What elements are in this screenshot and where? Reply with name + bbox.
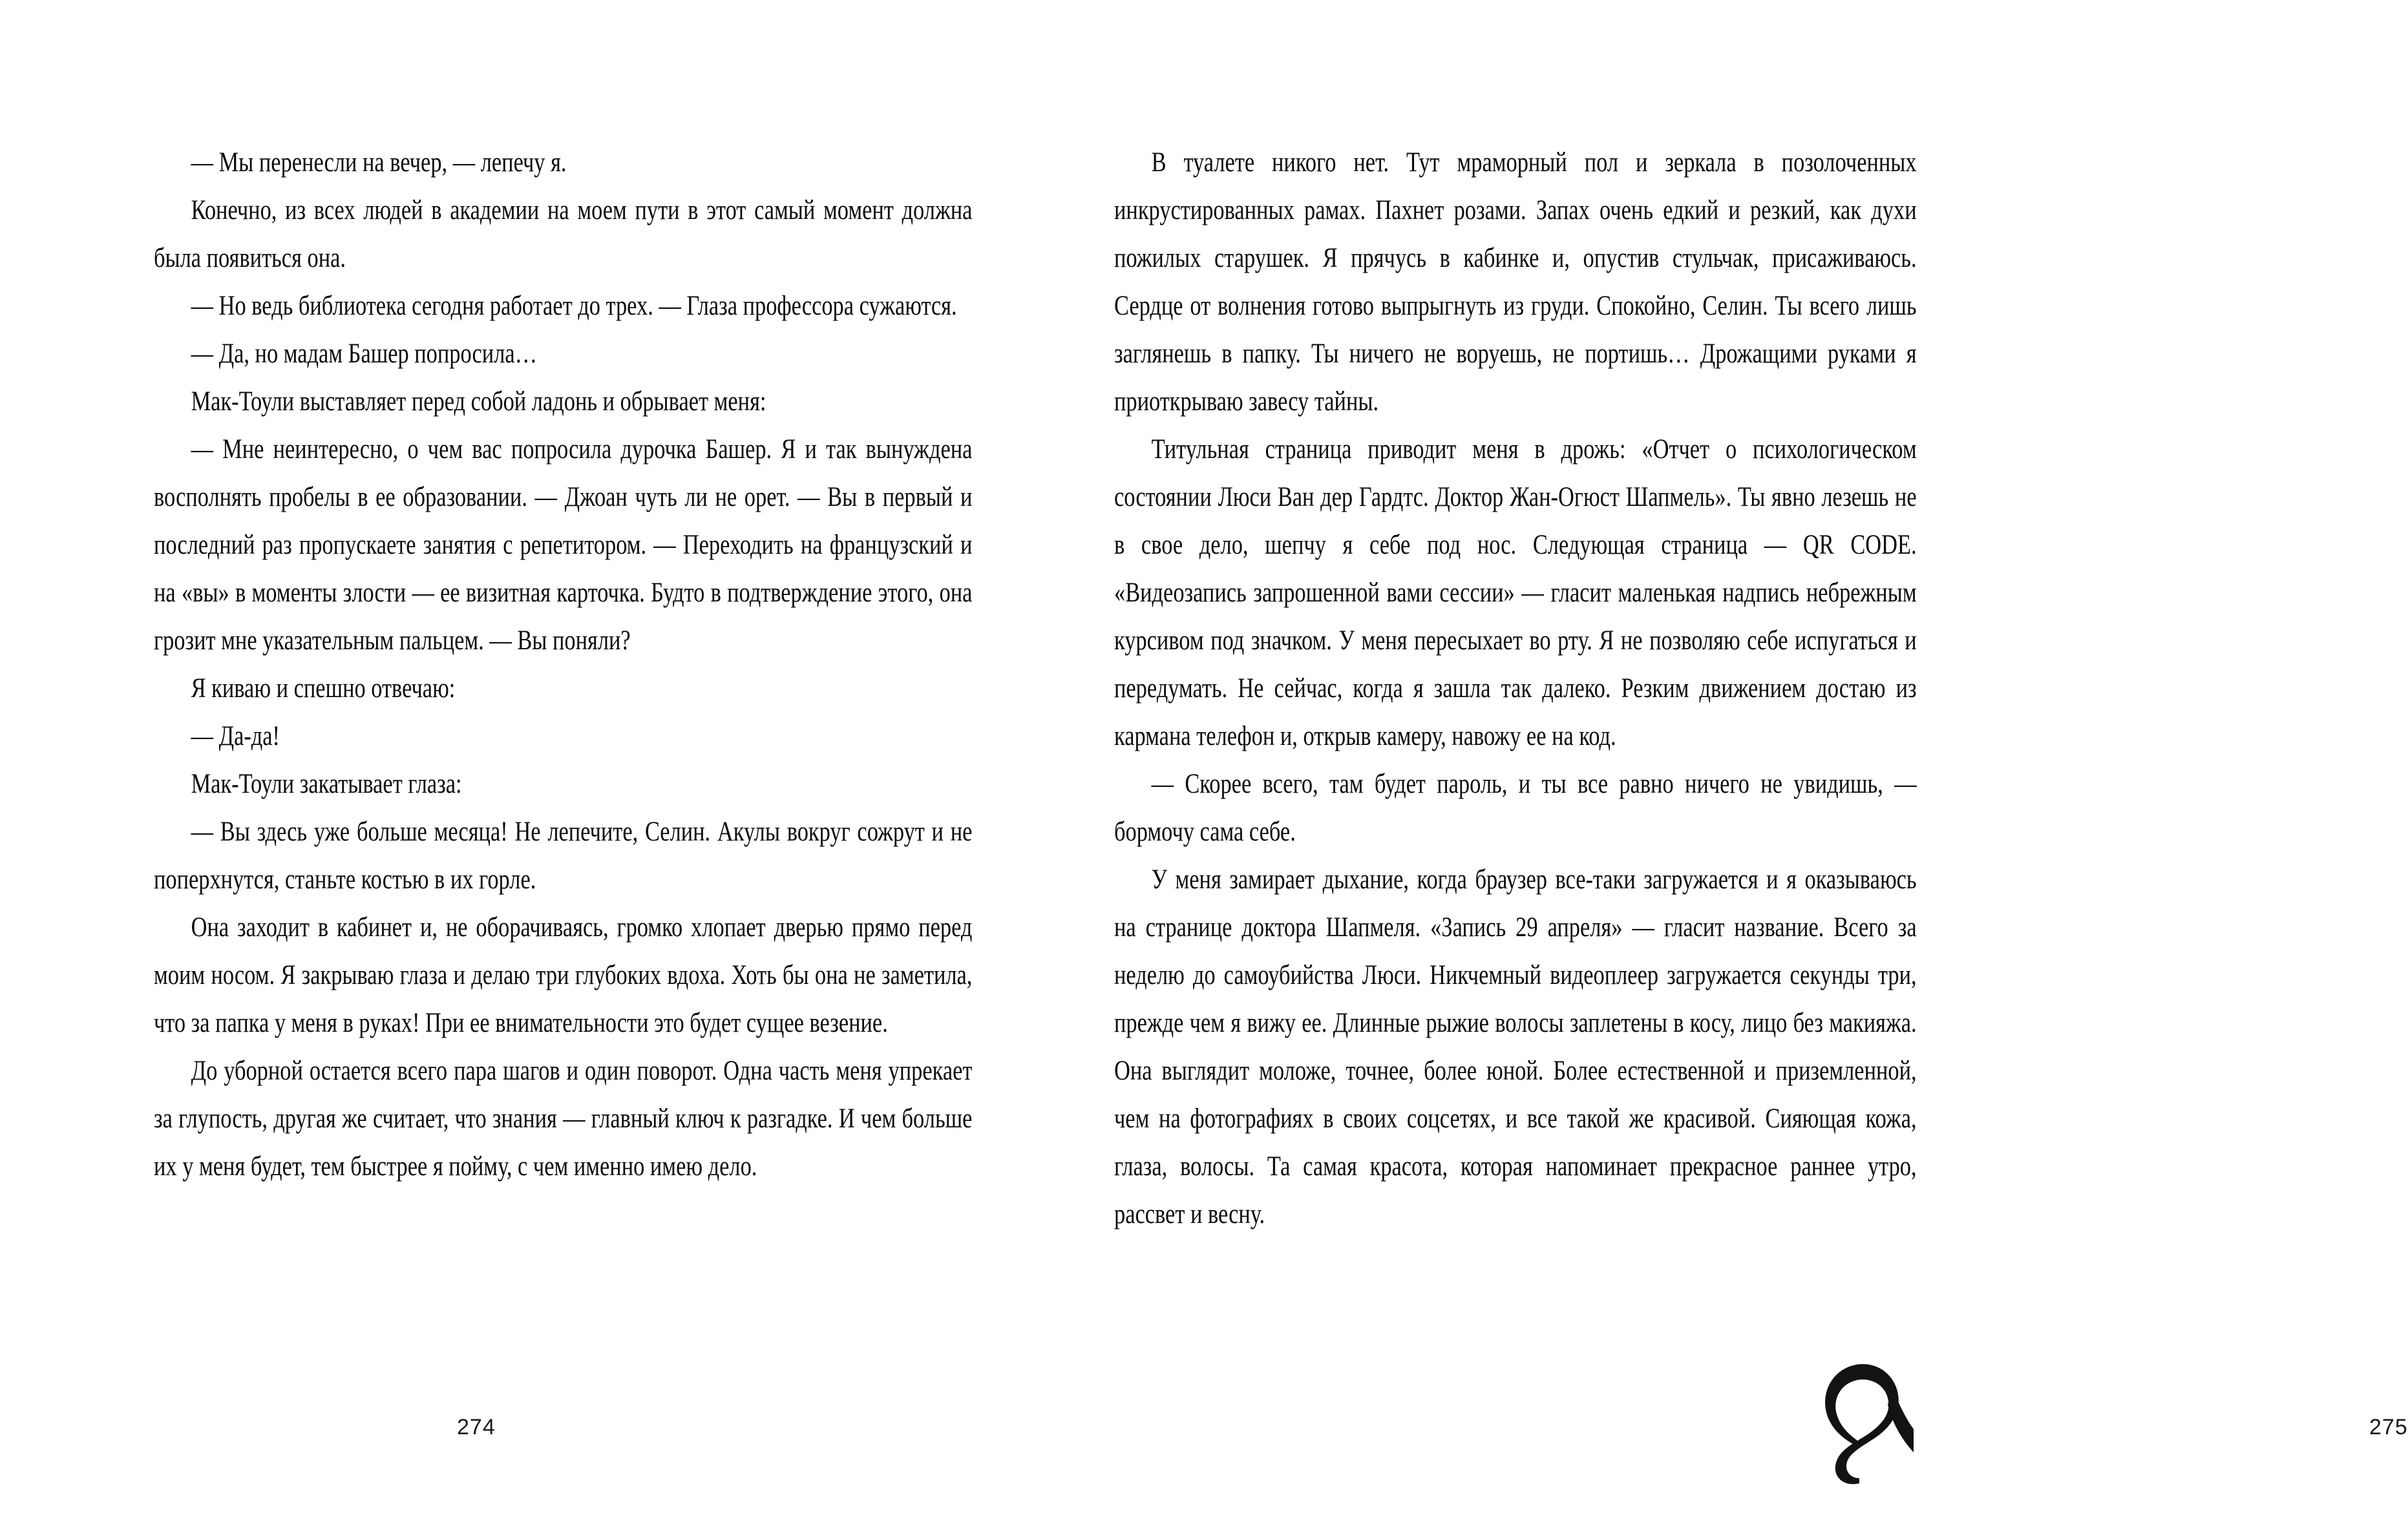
paragraph: Я киваю и спешно отвечаю:: [191, 673, 456, 704]
calligraphic-swash-ornament: [1797, 1314, 1914, 1508]
page-number-right: 275: [2369, 1415, 2408, 1439]
paragraph: До уборной остается всего пара шагов и один поворот. Одна часть меня упрекает за глупость, другая же считает, что знания — главный ключ к разгадке. И чем больше их у меня будет, тем быстрее я пойму, с чем именно имею дело.: [154, 1056, 973, 1182]
paragraph: — Мне неинтересно, о чем вас попросила дурочка Башер. Я и так вынуждена восполнять пробелы в ее образовании. — Джоан чуть ли не орет. — Вы в первый и последний раз пропускаете занятия с репетитором. — Переходить на французский и на «вы» в моменты злости — ее визитная карточка. Будто в подтверждение этого, она грозит мне указательным пальцем. — Вы поняли?: [154, 434, 973, 656]
paragraph: — Мы перенесли на вечер, — лепечу я.: [191, 147, 567, 178]
paragraph: — Скорее всего, там будет пароль, и ты все равно ничего не увидишь, — бормочу сама себе.: [1114, 769, 1917, 847]
paragraph: Титульная страница приводит меня в дрожь: «Отчет о психологическом состоянии Люси Ван дер Гардтс. Доктор Жан-Огюст Шапмель». Ты явно лезешь не в свое дело, шепчу я себе под нос. Следующая страница — QR CODE. «Видеозапись запрошенной вами сессии» — гласит маленькая надпись небрежным курсивом под значком. У меня пересыхает во рту. Я не позволяю себе испугаться и передумать. Не сейчас, когда я зашла так далеко. Резким движением достаю из кармана телефон и, открыв камеру, навожу ее на код.: [1114, 434, 1917, 751]
right-book-page: [954, 0, 2408, 1526]
paragraph: Она заходит в кабинет и, не оборачиваясь, громко хлопает дверью прямо перед моим носом. Я закрываю глаза и делаю три глубоких вдоха. Хоть бы она не заметила, что за папка у меня в руках! При ее внимательности это будет сущее везение.: [154, 912, 973, 1038]
paragraph: — Да, но мадам Башер попросила…: [191, 339, 538, 369]
paragraph: — Но ведь библиотека сегодня работает до трех. — Глаза профессора сужаются.: [191, 291, 957, 321]
paragraph: Конечно, из всех людей в академии на моем пути в этот самый момент должна была появиться она.: [154, 195, 973, 273]
left-book-page: [0, 0, 973, 1526]
paragraph: — Да-да!: [191, 721, 280, 751]
paragraph: Мак-Тоули выставляет перед собой ладонь и обрывает меня:: [191, 386, 766, 417]
paragraph: Мак-Тоули закатывает глаза:: [191, 769, 462, 799]
paragraph: У меня замирает дыхание, когда браузер все-таки загружается и я оказываюсь на странице доктора Шапмеля. «Запись 29 апреля» — гласит название. Всего за неделю до самоубийства Люси. Никчемный видеоплеер загружается секунды три, прежде чем я вижу ее. Длинные рыжие волосы заплетены в косу, лицо без макияжа. Она выглядит моложе, точнее, более юной. Более естественной и приземленной, чем на фотографиях в своих соцсетях, и все такой же красивой. Сияющая кожа, глаза, волосы. Та самая красота, которая напоминает прекрасное раннее утро, рассвет и весну.: [1114, 864, 1917, 1229]
left-page-text-column: [154, 139, 972, 1191]
page-number-left: 274: [457, 1415, 496, 1439]
right-page-text-column: [1114, 139, 1917, 1239]
paragraph: В туалете никого нет. Тут мраморный пол и зеркала в позолоченных инкрустированных рамах. Пахнет розами. Запах очень едкий и резкий, как духи пожилых старушек. Я прячусь в кабинке и, опустив стульчак, присаживаюсь. Сердце от волнения готово выпрыгнуть из груди. Спокойно, Селин. Ты всего лишь заглянешь в папку. Ты ничего не воруешь, не портишь… Дрожащими руками я приоткрываю завесу тайны.: [1114, 147, 1917, 417]
paragraph: — Вы здесь уже больше месяца! Не лепечите, Селин. Акулы вокруг сожрут и не поперхнутся, станьте костью в их горле.: [154, 817, 973, 895]
